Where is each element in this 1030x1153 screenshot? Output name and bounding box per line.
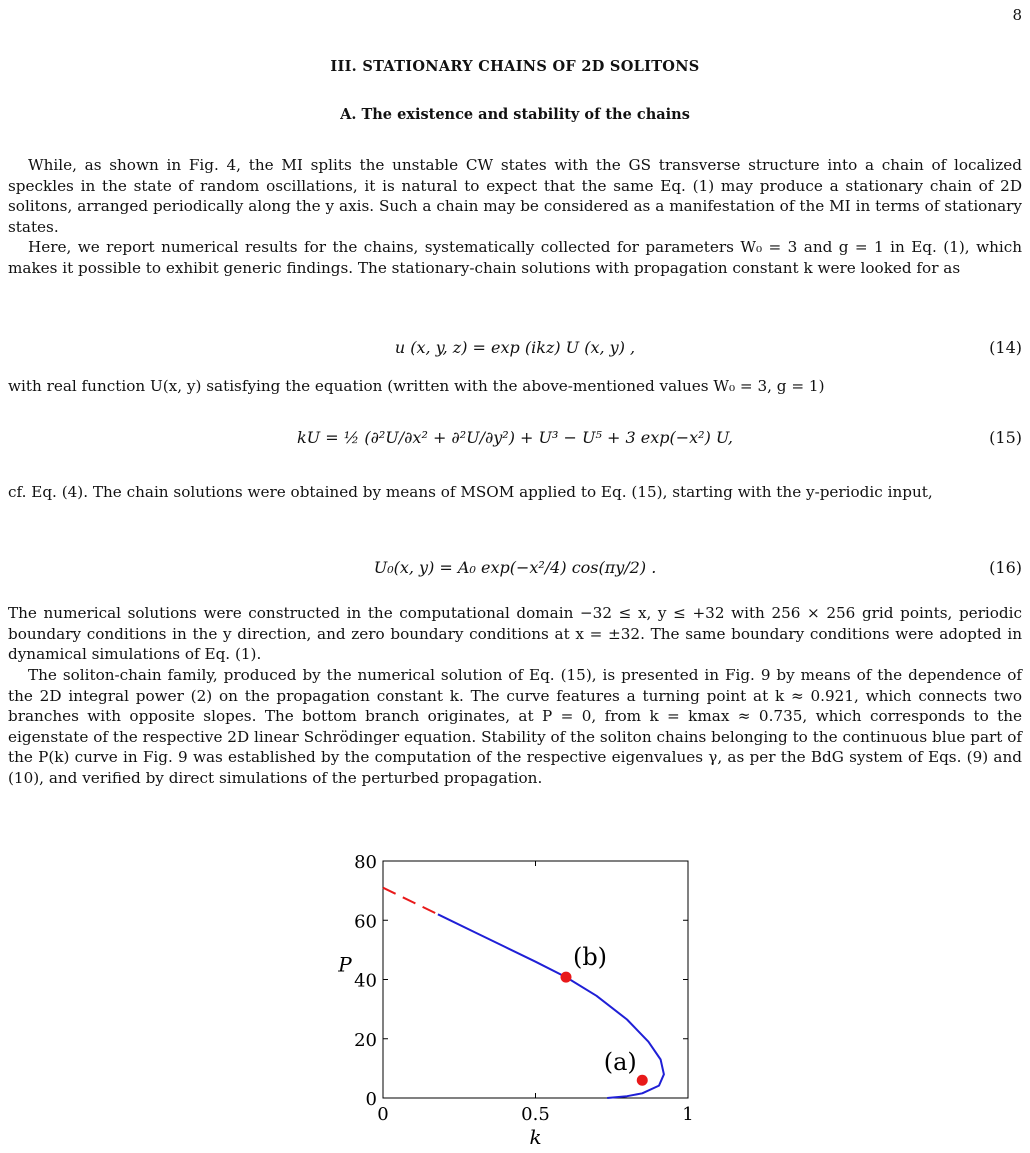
marker-point-1: [637, 1075, 648, 1086]
equation-16: [0, 550, 1030, 590]
x-axis-label: k: [529, 1125, 542, 1148]
y-axis-label: P: [338, 952, 352, 977]
plot-frame: [383, 861, 688, 1098]
equation-15-number: (15): [989, 428, 1022, 447]
marker-label-0: (b): [572, 943, 608, 972]
x-tick-label: 1: [682, 1104, 694, 1125]
x-tick-label: 0: [377, 1104, 389, 1125]
equation-16-body: U₀(x, y) = A₀ exp(−x²/4) cos(πy/2) .: [373, 558, 657, 577]
figure-9: [310, 848, 710, 1148]
section-title: III. STATIONARY CHAINS OF 2D SOLITONS: [330, 58, 700, 75]
y-tick-label: 0: [365, 1089, 377, 1110]
y-tick-label: 80: [354, 852, 377, 873]
paragraph-2: Here, we report numerical results for the chains, systematically collected for parameters W₀ = 3 and g = 1 in Eq. (1), which makes it possible to exhibit generic findings. The stationary-chain solutions with propagation constant k were looked for as: [8, 238, 1022, 277]
equation-14-body: u (x, y, z) = exp (ikz) U (x, y) ,: [394, 338, 636, 357]
y-tick-label: 60: [354, 911, 377, 933]
equation-16-number: (16): [989, 558, 1022, 577]
subsection-title: A. The existence and stability of the chains: [340, 106, 690, 123]
paragraph-4: cf. Eq. (4). The chain solutions were obtained by means of MSOM applied to Eq. (15), starting with the y-periodic input,: [8, 483, 933, 501]
marker-point-0: [561, 972, 572, 983]
equation-14: [0, 330, 1030, 370]
paragraph-3: with real function U(x, y) satisfying the equation (written with the above-mentioned values W₀ = 3, g = 1): [8, 377, 825, 395]
equation-14-number: (14): [989, 338, 1022, 357]
paragraph-1: While, as shown in Fig. 4, the MI splits the unstable CW states with the GS transverse structure into a chain of localized speckles in the state of random oscillations, it is natural to expect that the same Eq. (1) may produce a stationary chain of 2D solitons, arranged periodically along the y axis. Such a chain may be considered as a manifestation of the MI in terms of stationary states.: [8, 156, 1022, 236]
series-line-0: [383, 888, 438, 915]
y-tick-label: 20: [354, 1029, 377, 1051]
pk-chart: [310, 848, 710, 1148]
x-tick-label: 0.5: [521, 1104, 550, 1125]
equation-15: [0, 420, 1030, 460]
marker-label-1: (a): [603, 1048, 637, 1077]
paragraph-5: The numerical solutions were constructed in the computational domain −32 ≤ x, y ≤ +32 with 256 × 256 grid points, periodic boundary conditions in the y direction, and zero boundary conditions at x = ±32. The same boundary conditions were adopted in dynamical simulations of Eq. (1).: [8, 604, 1022, 663]
y-tick-label: 40: [354, 970, 377, 992]
paragraph-6: The soliton-chain family, produced by the numerical solution of Eq. (15), is presented in Fig. 9 by means of the dependence of the 2D integral power (2) on the propagation constant k. The curve features a turning point at k ≈ 0.921, which connects two branches with opposite slopes. The bottom branch originates, at P = 0, from k = kmax ≈ 0.735, which corresponds to the eigenstate of the respective 2D linear Schrödinger equation. Stability of the soliton chains belonging to the continuous blue part of the P(k) curve in Fig. 9 was established by the computation of the respective eigenvalues γ, as per the BdG system of Eqs. (9) and (10), and verified by direct simulations of the perturbed propagation.: [8, 666, 1022, 787]
equation-15-body: kU = ½ (∂²U/∂x² + ∂²U/∂y²) + U³ − U⁵ + 3 exp(−x²) U,: [296, 428, 734, 447]
page-number: 8: [1012, 6, 1022, 24]
